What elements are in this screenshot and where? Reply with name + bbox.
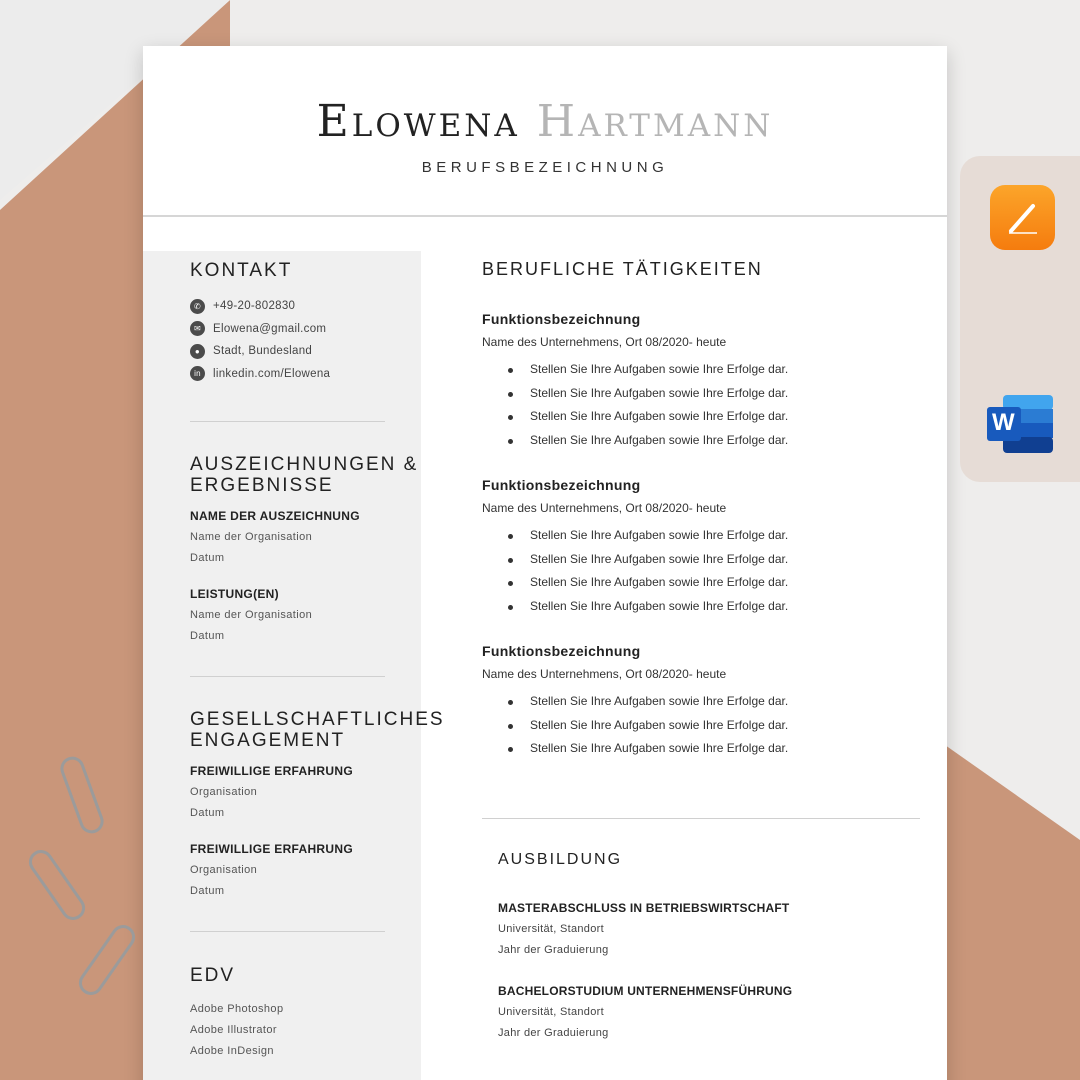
job-bullet: Stellen Sie Ihre Aufgaben sowie Ihre Erfolge dar. — [482, 405, 922, 429]
edv-item: Adobe Illustrator — [190, 1024, 277, 1036]
phone-icon: ✆ — [190, 299, 205, 314]
edv-item: Adobe Photoshop — [190, 1003, 284, 1015]
volunteer-org: Organisation — [190, 786, 258, 798]
contact-list — [190, 295, 421, 385]
education-section — [482, 851, 922, 1039]
contact-text: Elowena@gmail.com — [213, 322, 327, 335]
contact-text: Stadt, Bundesland — [213, 345, 313, 358]
contact-heading: KONTAKT — [190, 260, 293, 281]
volunteer-date: Datum — [190, 807, 225, 819]
job-bullet: Stellen Sie Ihre Aufgaben sowie Ihre Erfolge dar. — [482, 358, 922, 382]
award-org: Name der Organisation — [190, 531, 313, 543]
education-school: Universität, Standort — [498, 922, 604, 935]
contact-text: +49-20-802830 — [213, 300, 296, 313]
job-entry — [482, 643, 922, 761]
job-bullet: Stellen Sie Ihre Aufgaben sowie Ihre Erfolge dar. — [482, 548, 922, 572]
job-company: Name des Unternehmens, Ort 08/2020- heute — [482, 667, 727, 681]
job-bullets — [482, 690, 922, 761]
award-title: LEISTUNG(EN) — [190, 587, 279, 601]
education-year: Jahr der Graduierung — [498, 943, 609, 956]
job-entry — [482, 311, 922, 452]
contact-linkedin — [190, 363, 421, 386]
job-bullet: Stellen Sie Ihre Aufgaben sowie Ihre Erfolge dar. — [482, 690, 922, 714]
volunteer-heading-line: GESELLSCHAFTLICHES — [190, 709, 445, 730]
job-company: Name des Unternehmens, Ort 08/2020- heute — [482, 501, 727, 515]
location-icon: ● — [190, 344, 205, 359]
award-date: Datum — [190, 630, 225, 642]
education-year: Jahr der Graduierung — [498, 1026, 609, 1039]
contact-phone — [190, 295, 421, 318]
word-letter: W — [992, 409, 1015, 436]
job-bullets — [482, 524, 922, 618]
job-bullet: Stellen Sie Ihre Aufgaben sowie Ihre Erfolge dar. — [482, 429, 922, 453]
pen-icon — [1003, 198, 1043, 238]
main-divider — [482, 818, 920, 819]
volunteer-heading — [190, 709, 445, 751]
job-company: Name des Unternehmens, Ort 08/2020- heute — [482, 335, 727, 349]
job-bullet: Stellen Sie Ihre Aufgaben sowie Ihre Erfolge dar. — [482, 571, 922, 595]
awards-heading — [190, 454, 421, 496]
contact-email — [190, 318, 421, 341]
volunteer-org: Organisation — [190, 864, 258, 876]
volunteer-title: FREIWILLIGE ERFAHRUNG — [190, 764, 353, 778]
sidebar-divider — [190, 421, 385, 422]
linkedin-icon: in — [190, 366, 205, 381]
education-degree: MASTERABSCHLUSS IN BETRIEBSWIRTSCHAFT — [498, 900, 790, 915]
pages-app-icon — [990, 185, 1055, 250]
job-bullets — [482, 358, 922, 452]
award-org: Name der Organisation — [190, 609, 313, 621]
experience-heading: BERUFLICHE TÄTIGKEITEN — [482, 259, 763, 279]
resume-sidebar — [143, 251, 445, 1080]
job-entry — [482, 477, 922, 618]
job-title: Funktionsbezeichnung — [482, 311, 641, 327]
edv-heading: EDV — [190, 965, 236, 986]
job-title: Funktionsbezeichnung — [482, 643, 641, 659]
job-title-heading: BERUFSBEZEICHNUNG — [421, 159, 669, 176]
last-name: Hartmann — [536, 96, 774, 147]
resume-page — [143, 46, 947, 1080]
education-school: Universität, Standort — [498, 1005, 604, 1018]
mail-icon: ✉ — [190, 321, 205, 336]
sidebar-divider — [190, 676, 385, 677]
volunteer-date: Datum — [190, 885, 225, 897]
job-bullet: Stellen Sie Ihre Aufgaben sowie Ihre Erfolge dar. — [482, 714, 922, 738]
job-bullet: Stellen Sie Ihre Aufgaben sowie Ihre Erfolge dar. — [482, 382, 922, 406]
job-bullet: Stellen Sie Ihre Aufgaben sowie Ihre Erfolge dar. — [482, 737, 922, 761]
word-app-icon — [985, 393, 1055, 455]
resume-main — [482, 251, 922, 1039]
edv-item: Adobe InDesign — [190, 1045, 274, 1057]
education-degree: BACHELORSTUDIUM UNTERNEHMENSFÜHRUNG — [498, 983, 793, 998]
award-date: Datum — [190, 552, 225, 564]
award-title: NAME DER AUSZEICHNUNG — [190, 509, 360, 523]
contact-text: linkedin.com/Elowena — [213, 367, 331, 380]
awards-heading-line: ERGEBNISSE — [190, 475, 334, 496]
education-heading: AUSBILDUNG — [498, 850, 623, 868]
sidebar-divider — [190, 931, 385, 932]
resume-name — [143, 96, 947, 147]
resume-header — [143, 46, 947, 217]
awards-heading-line: AUSZEICHNUNGEN & — [190, 454, 419, 475]
contact-location — [190, 340, 421, 363]
job-title: Funktionsbezeichnung — [482, 477, 641, 493]
job-bullet: Stellen Sie Ihre Aufgaben sowie Ihre Erfolge dar. — [482, 595, 922, 619]
job-bullet: Stellen Sie Ihre Aufgaben sowie Ihre Erfolge dar. — [482, 524, 922, 548]
volunteer-heading-line: ENGAGEMENT — [190, 730, 346, 751]
first-name: Elowena — [316, 96, 520, 147]
volunteer-title: FREIWILLIGE ERFAHRUNG — [190, 842, 353, 856]
